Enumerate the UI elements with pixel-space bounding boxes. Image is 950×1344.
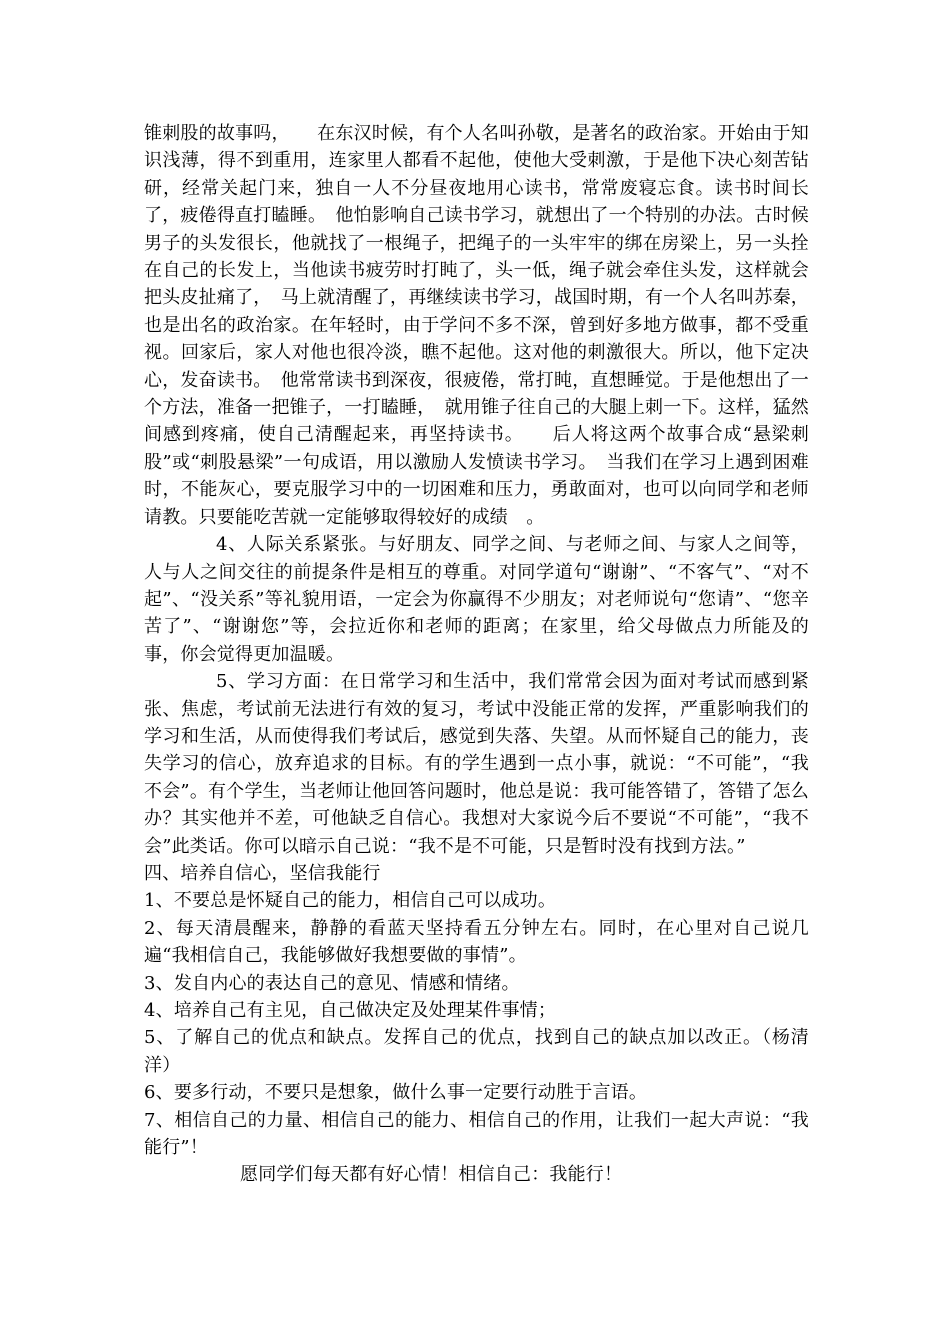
closing-line: 愿同学们每天都有好心情！相信自己：我能行！	[240, 1164, 623, 1186]
section-heading: 四、培养自信心，坚信我能行	[144, 862, 381, 884]
list-item: 6、要多行动，不要只是想象，做什么事一定要行动胜于言语。	[144, 1082, 648, 1104]
list-item: 3、发自内心的表达自己的意见、情感和情绪。	[144, 972, 520, 994]
list-item: 7、相信自己的力量、相信自己的能力、相信自己的作用，让我们一起大声说：“我能行”！	[144, 1109, 809, 1159]
story-paragraph: 锥刺股的故事吗， 在东汉时候，有个人名叫孙敬，是著名的政治家。开始由于知识浅薄，得不到重用，连家里人都看不起他，使他大受刺激，于是他下决心刻苦钻研，经常关起门来，独自一人不分昼夜地用心读书，常常废寝忘食。读书时间长了，疲倦得直打瞌睡。 他怕影响自己读书学习，就想出了一个特别的办法。古时候男子的头发很长，他就找了一根绳子，把绳子的一头牢牢的绑在房梁上，另一头拴在自己的长发上，当他读书疲劳时打盹了，头一低，绳子就会牵住头发，这样就会把头皮扯痛了， 马上就清醒了，再继续读书学习，战国时期，有一个人名叫苏秦，也是出名的政治家。在年轻时，由于学问不多不深，曾到好多地方做事，都不受重视。回家后，家人对他也很冷淡，瞧不起他。这对他的刺激很大。所以，他下定决心，发奋读书。 他常常读书到深夜，很疲倦，常打盹，直想睡觉。于是他想出了一个方法，准备一把锥子，一打瞌睡， 就用锥子往自己的大腿上刺一下。这样，猛然间感到疼痛，使自己清醒起来，再坚持读书。 后人将这两个故事合成“悬梁刺股”或“刺股悬梁”一句成语，用以激励人发愤读书学习。 当我们在学习上遇到困难时，不能灰心，要克服学习中的一切困难和压力，勇敢面对，也可以向同学和老师请教。只要能吃苦就一定能够取得较好的成绩 。	[144, 123, 809, 528]
list-item: 5、了解自己的优点和缺点。发挥自己的优点，找到自己的缺点加以改正。（杨清洋）	[144, 1027, 809, 1076]
list-item: 1、不要总是怀疑自己的能力，相信自己可以成功。	[144, 890, 557, 912]
list-item: 4、培养自己有主见，自己做决定及处理某件事情；	[144, 1000, 557, 1021]
study-paragraph: 5、学习方面：在日常学习和生活中，我们常常会因为面对考试而感到紧张、焦虑，考试前无法进行有效的复习，考试中没能正常的发挥，严重影响我们的学习和生活，从而使得我们考试后，感觉到失落、失望。从而怀疑自己的能力，丧失学习的信心，放弃追求的目标。有的学生遇到一点小事，就说：“不可能”，“我不会”。有个学生，当老师让他回答问题时，他总是说：我可能答错了，答错了怎么办？其实他并不差，可他缺乏自信心。我想对大家说今后不要说“不可能”，“我不会”此类话。你可以暗示自己说：“我不是不可能，只是暂时没有找到方法。”	[144, 671, 809, 857]
list-item: 2、每天清晨醒来，静静的看蓝天坚持看五分钟左右。同时，在心里对自己说几遍“我相信自己，我能够做好我想要做的事情”。	[144, 917, 809, 967]
relationships-paragraph: 4、人际关系紧张。与好朋友、同学之间、与老师之间、与家人之间等，人与人之间交往的前提条件是相互的尊重。对同学道句“谢谢”、“不客气”、“对不起”、“没关系”等礼貌用语，一定会为你赢得不少朋友；对老师说句“您请”、“您辛苦了”、“谢谢您”等，会拉近你和老师的距离；在家里，给父母做点力所能及的事，你会觉得更加温暖。	[144, 534, 809, 665]
document-page	[144, 120, 809, 1189]
